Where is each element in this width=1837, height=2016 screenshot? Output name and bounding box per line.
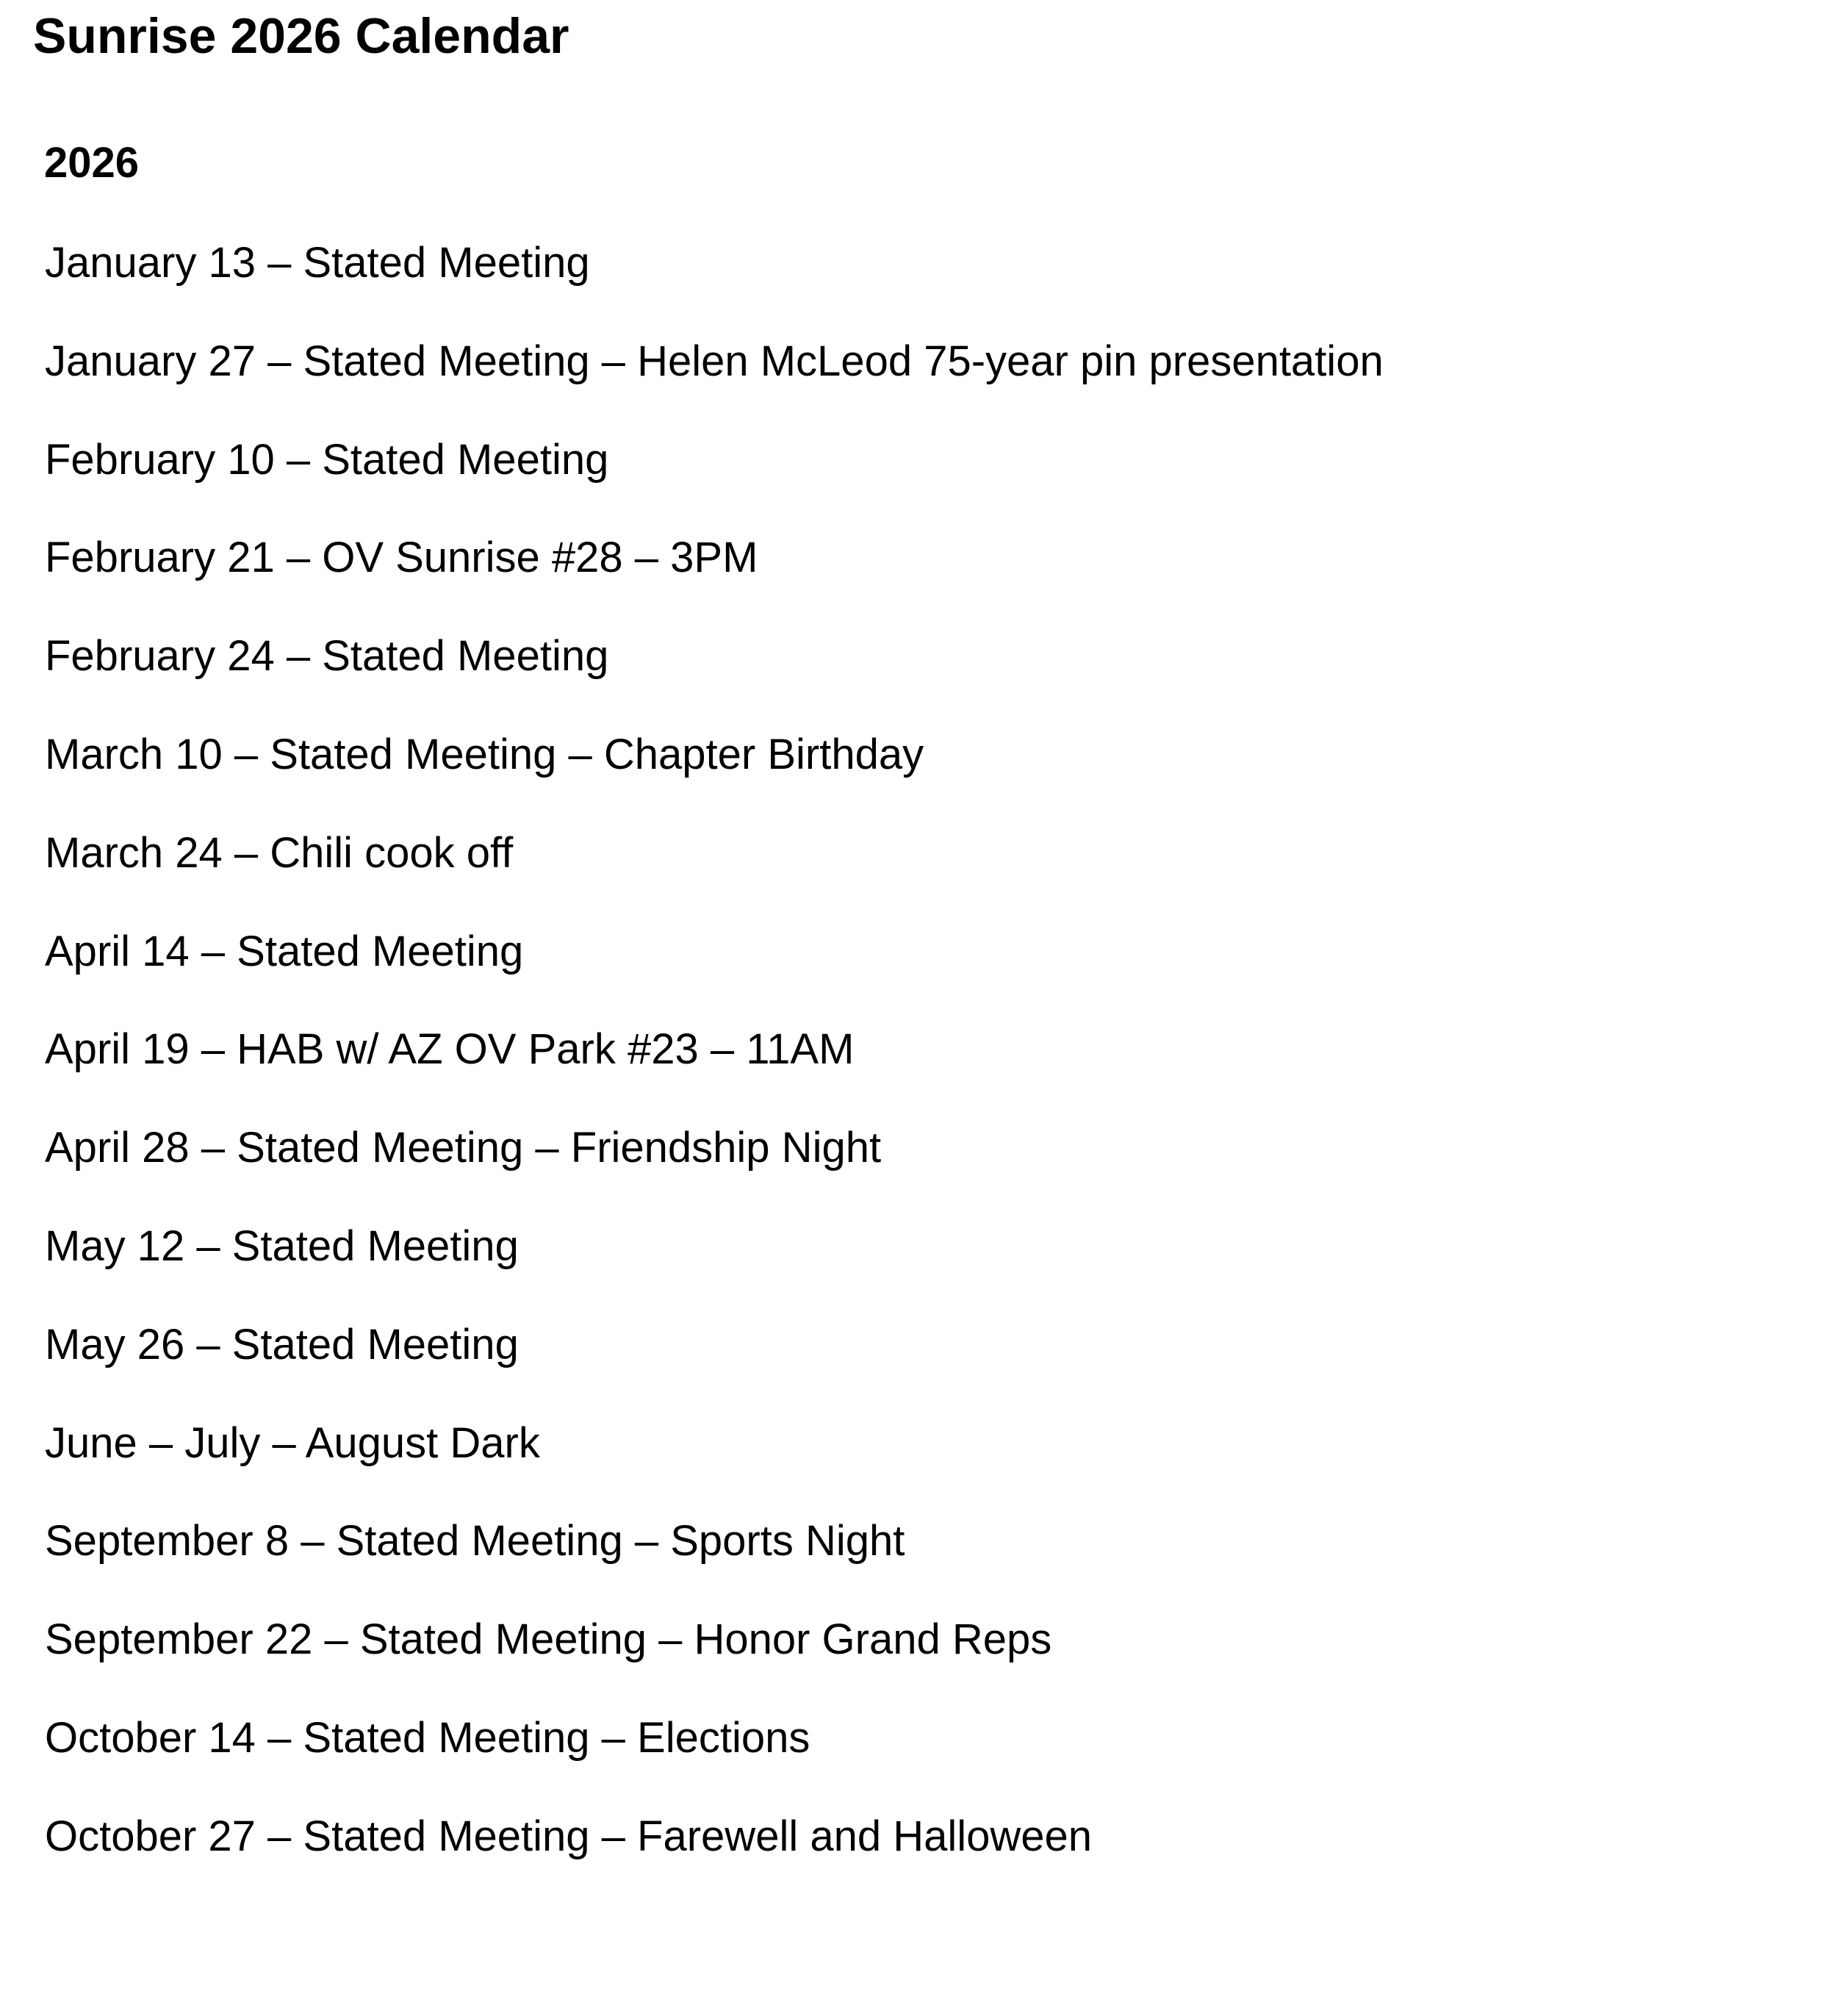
event-item: April 14 – Stated Meeting: [45, 927, 524, 975]
event-item: January 27 – Stated Meeting – Helen McLeod 75-year pin presentation: [45, 337, 1384, 385]
event-item: February 21 – OV Sunrise #28 – 3PM: [45, 534, 758, 582]
event-item: March 24 – Chili cook off: [45, 828, 514, 877]
year-heading: 2026: [44, 139, 140, 187]
event-item: September 8 – Stated Meeting – Sports Night: [45, 1517, 905, 1565]
event-item: October 14 – Stated Meeting – Elections: [45, 1713, 810, 1762]
event-item: March 10 – Stated Meeting – Chapter Birthday: [45, 730, 924, 778]
event-item: February 10 – Stated Meeting: [45, 435, 609, 484]
page-title: Sunrise 2026 Calendar: [33, 8, 569, 64]
event-item: May 12 – Stated Meeting: [45, 1222, 519, 1270]
event-item: April 19 – HAB w/ AZ OV Park #23 – 11AM: [45, 1025, 855, 1074]
event-list: [45, 234, 1384, 1906]
event-item: February 24 – Stated Meeting: [45, 632, 609, 681]
event-item: October 27 – Stated Meeting – Farewell and Halloween: [45, 1812, 1093, 1860]
event-item: January 13 – Stated Meeting: [45, 239, 590, 287]
event-item: May 26 – Stated Meeting: [45, 1320, 519, 1368]
event-item: April 28 – Stated Meeting – Friendship Night: [45, 1124, 882, 1172]
event-item: June – July – August Dark: [45, 1418, 540, 1467]
event-item: September 22 – Stated Meeting – Honor Grand Reps: [45, 1615, 1052, 1664]
